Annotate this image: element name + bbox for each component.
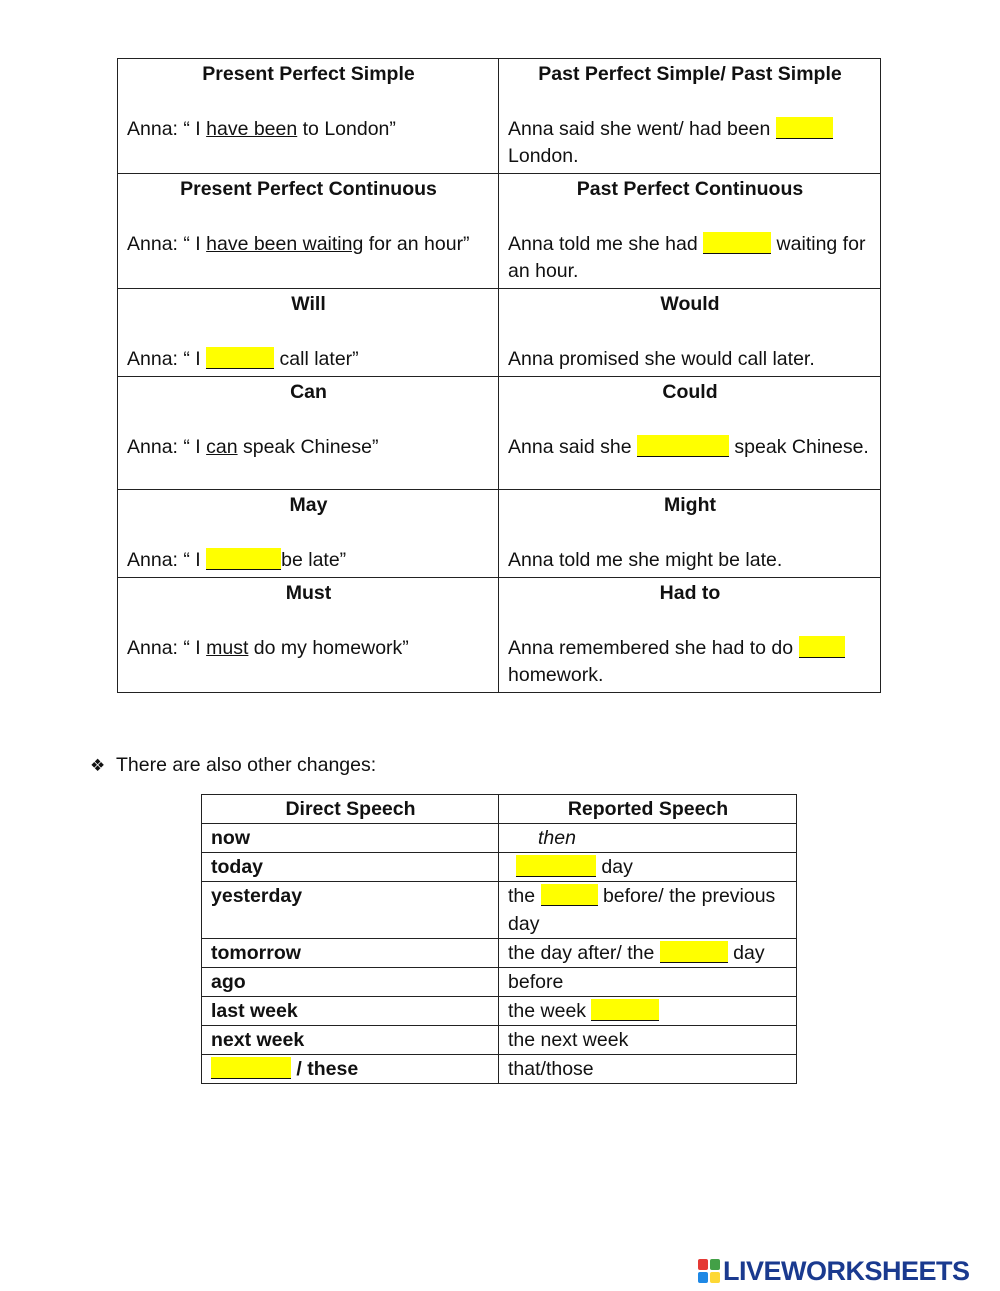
table-row	[202, 1026, 797, 1055]
time-expressions-table	[201, 794, 797, 1084]
tense-cell-left: Will Anna: “ I call later”	[118, 289, 499, 377]
table-row	[118, 377, 881, 490]
answer-blank-input[interactable]	[206, 347, 274, 369]
answer-blank-input[interactable]	[776, 117, 833, 139]
direct-cell: last week	[202, 997, 499, 1026]
diamond-bullet-icon: ❖	[90, 756, 106, 775]
table-row	[118, 174, 881, 289]
tense-heading: Present Perfect Simple	[202, 63, 415, 85]
answer-blank-input[interactable]	[211, 1057, 291, 1079]
tense-heading: May	[289, 494, 328, 516]
table-row	[202, 968, 797, 997]
tense-cell-right: Past Perfect Simple/ Past Simple Anna said she went/ had been London.	[499, 59, 881, 174]
tense-cell-left: Present Perfect Continuous Anna: “ I have been waiting for an hour”	[118, 174, 499, 289]
table-row	[202, 824, 797, 853]
tense-cell-right: Could Anna said she speak Chinese.	[499, 377, 881, 490]
table-row	[118, 578, 881, 693]
table-row	[202, 997, 797, 1026]
answer-blank-input[interactable]	[516, 855, 596, 877]
logo-square	[710, 1272, 720, 1283]
logo-square	[698, 1259, 708, 1270]
reported-cell: before	[499, 968, 797, 997]
tense-heading: Can	[290, 381, 327, 403]
direct-cell: tomorrow	[202, 939, 499, 968]
tense-heading: Would	[660, 293, 720, 315]
tense-cell-right: Past Perfect Continuous Anna told me she had waiting for an hour.	[499, 174, 881, 289]
direct-cell: next week	[202, 1026, 499, 1055]
tense-heading: Present Perfect Continuous	[180, 178, 437, 200]
other-changes-line	[90, 752, 376, 779]
direct-cell: now	[202, 824, 499, 853]
reported-cell: then	[499, 824, 797, 853]
tense-heading: Might	[664, 494, 716, 516]
answer-blank-input[interactable]	[591, 999, 659, 1021]
answer-blank-input[interactable]	[799, 636, 845, 658]
tense-heading: Will	[291, 293, 326, 315]
answer-blank-input[interactable]	[703, 232, 771, 254]
reported-cell: the before/ the previous day	[499, 882, 797, 939]
table-row	[202, 882, 797, 939]
tense-heading: Past Perfect Continuous	[576, 178, 804, 200]
tense-heading: Could	[662, 381, 718, 403]
reported-cell: day	[499, 853, 797, 882]
logo-text: LIVEWORKSHEETS	[723, 1255, 970, 1286]
tense-cell-left: May Anna: “ I be late”	[118, 490, 499, 578]
tense-heading: Past Perfect Simple/ Past Simple	[538, 63, 842, 85]
column-header: Reported Speech	[499, 795, 797, 824]
answer-blank-input[interactable]	[206, 548, 281, 570]
direct-cell: ago	[202, 968, 499, 997]
tense-cell-left: Present Perfect Simple Anna: “ I have been to London”	[118, 59, 499, 174]
table-row	[202, 939, 797, 968]
tense-cell-right: Would Anna promised she would call later.	[499, 289, 881, 377]
tense-cell-left: Can Anna: “ I can speak Chinese”	[118, 377, 499, 490]
answer-blank-input[interactable]	[660, 941, 728, 963]
table-header-row	[202, 795, 797, 824]
logo-square	[710, 1259, 720, 1270]
reported-cell: the next week	[499, 1026, 797, 1055]
tense-cell-right: Might Anna told me she might be late.	[499, 490, 881, 578]
table-row	[118, 490, 881, 578]
tense-heading: Had to	[659, 582, 721, 604]
liveworksheets-logo-icon	[698, 1259, 720, 1283]
reported-cell: that/those	[499, 1055, 797, 1084]
other-changes-text: There are also other changes:	[116, 754, 377, 776]
liveworksheets-logo	[698, 1254, 970, 1288]
direct-cell: today	[202, 853, 499, 882]
direct-cell: yesterday	[202, 882, 499, 939]
table-row	[202, 1055, 797, 1084]
column-header: Direct Speech	[202, 795, 499, 824]
logo-square	[698, 1272, 708, 1283]
tense-changes-table	[117, 58, 881, 693]
table-row	[118, 289, 881, 377]
table-row	[118, 59, 881, 174]
answer-blank-input[interactable]	[637, 435, 729, 457]
tense-cell-left: Must Anna: “ I must do my homework”	[118, 578, 499, 693]
direct-cell: / these	[202, 1055, 499, 1084]
table-row	[202, 853, 797, 882]
tense-heading: Must	[285, 582, 332, 604]
tense-cell-right: Had to Anna remembered she had to do homework.	[499, 578, 881, 693]
answer-blank-input[interactable]	[541, 884, 598, 906]
reported-cell: the week	[499, 997, 797, 1026]
reported-cell: the day after/ the day	[499, 939, 797, 968]
